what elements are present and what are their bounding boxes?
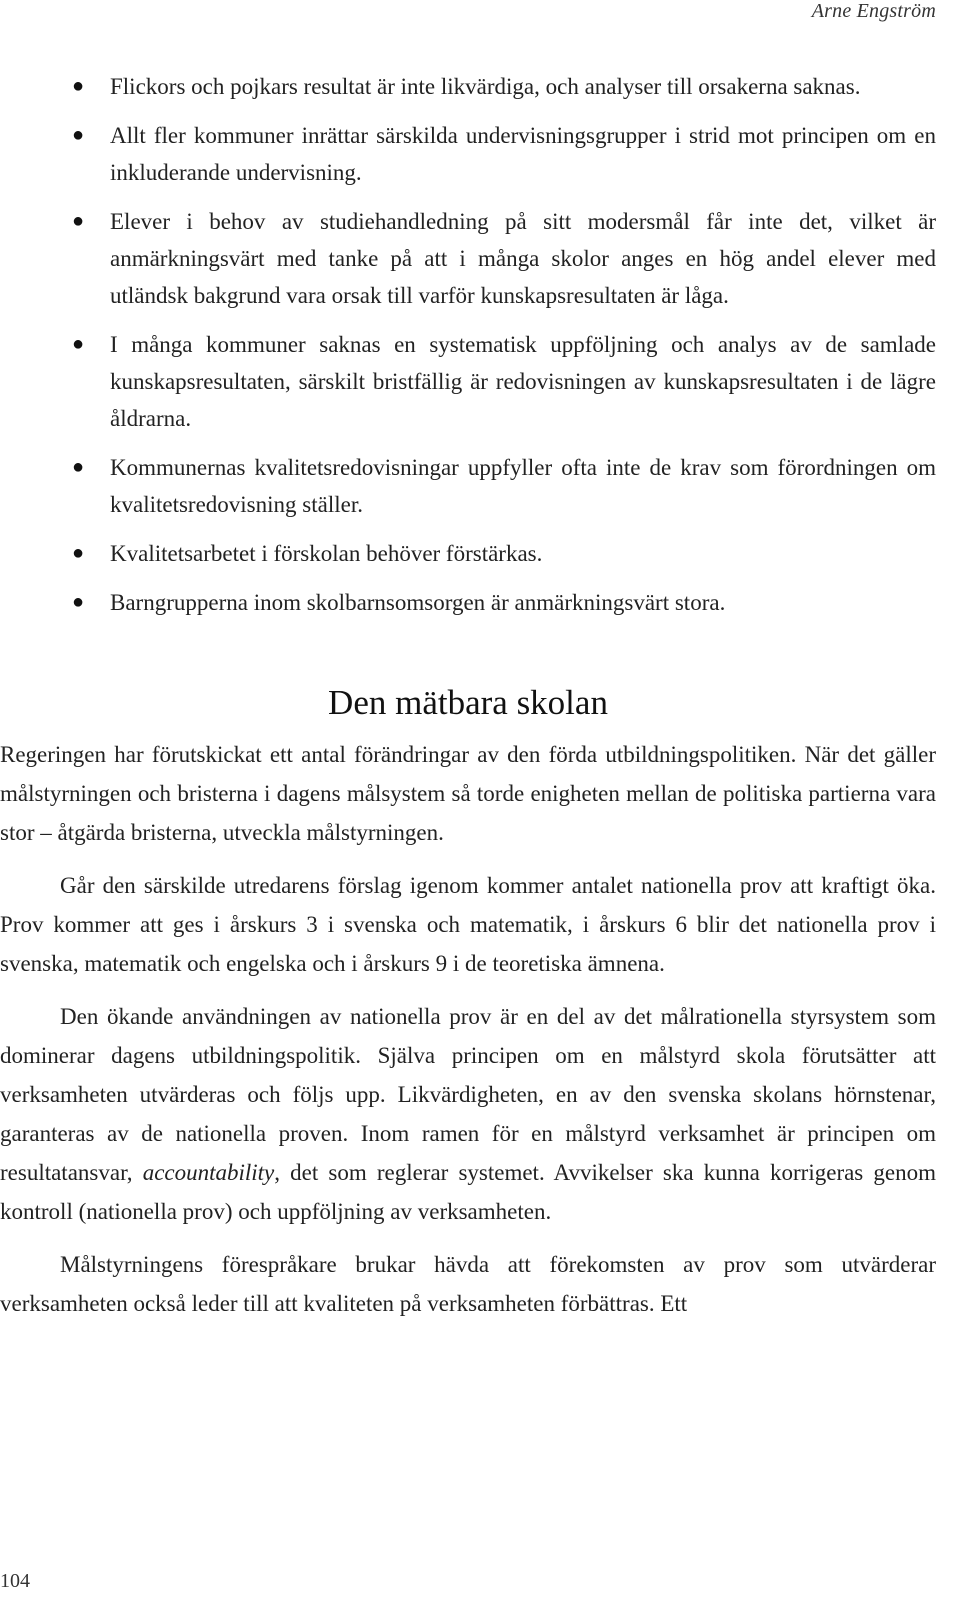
list-item — [0, 449, 936, 523]
paragraph-4: Målstyrningens förespråkare brukar hävda att förekomsten av prov som utvärderar verksamheten också leder till att kvaliteten på verksamheten förbättras. Ett — [0, 1252, 936, 1316]
bullet-icon: ● — [72, 591, 85, 613]
emphasized-term: accountability — [142, 1160, 275, 1185]
bullet-icon: ● — [72, 456, 85, 478]
list-item-text: Barngrupperna inom skolbarnsomsorgen är anmärkningsvärt stora. — [110, 590, 726, 615]
list-item — [0, 584, 936, 621]
paragraph-3-text-end: , det som reglerar systemet. Avvikelser ska kunna korrigeras genom kontroll (nationella prov) och uppföljning av verksamheten. — [0, 1160, 936, 1224]
list-item — [0, 535, 936, 572]
list-item-text: Kvalitetsarbetet i förskolan behöver förstärkas. — [110, 541, 543, 566]
bullet-icon: ● — [72, 333, 85, 355]
list-item-text: Elever i behov av studiehandledning på sitt modersmål får inte det, vilket är anmärkningsvärt med tanke på att i många skolor anges en hög andel elever med utländsk bakgrund vara orsak till varför kunskapsresultaten är låga. — [110, 209, 936, 308]
bullet-icon: ● — [72, 124, 85, 146]
bullet-icon: ● — [72, 542, 85, 564]
list-item-text: I många kommuner saknas en systematisk uppföljning och analys av de samlade kunskapsresultaten, särskilt bristfällig är redovisningen av kunskapsresultaten i de lägre åldrarna. — [110, 332, 936, 431]
list-item — [0, 326, 936, 437]
bullet-icon: ● — [72, 210, 85, 232]
list-item-text: Flickors och pojkars resultat är inte likvärdiga, och analyser till orsakerna saknas. — [110, 74, 861, 99]
page-body — [0, 68, 936, 1323]
list-item — [0, 117, 936, 191]
list-item — [0, 203, 936, 314]
paragraph-2: Går den särskilde utredarens förslag igenom kommer antalet nationella prov att kraftigt öka. Prov kommer att ges i årskurs 3 i svenska och matematik, i årskurs 6 blir det nationella prov i svenska, matematik och engelska och i årskurs 9 i de teoretiska ämnena. — [0, 873, 936, 976]
paragraph-3-text-start: Den ökande användningen av nationella prov är en del av det målrationella styrsystem som dominerar dagens utbildningspolitik. Själva principen om en målstyrd skola förutsätter att verksamheten utvärderas och följs upp. Likvärdigheten, en av den svenska skolans hörnstenar, garanteras av de nationella proven. Inom ramen för en målstyrd verksamhet är principen om resultatansvar, — [0, 1004, 936, 1185]
running-head-author: Arne Engström — [811, 0, 936, 22]
list-item-text: Allt fler kommuner inrättar särskilda undervisningsgrupper i strid mot principen om en inkluderande undervisning. — [110, 123, 936, 185]
list-item-text: Kommunernas kvalitetsredovisningar uppfyller ofta inte de krav som förordningen om kvalitetsredovisning ställer. — [110, 455, 936, 517]
paragraph-3 — [0, 997, 936, 1231]
section-heading: Den mätbara skolan — [328, 683, 608, 722]
list-item — [0, 68, 936, 105]
page-number: 104 — [0, 1570, 30, 1592]
bullet-list — [0, 68, 936, 621]
paragraph-1: Regeringen har förutskickat ett antal förändringar av den förda utbildningspolitiken. När det gäller målstyrningen och bristerna i dagens målsystem så torde enigheten mellan de politiska partierna vara stor – åtgärda bristerna, utveckla målstyrningen. — [0, 742, 936, 845]
bullet-icon: ● — [72, 75, 85, 97]
